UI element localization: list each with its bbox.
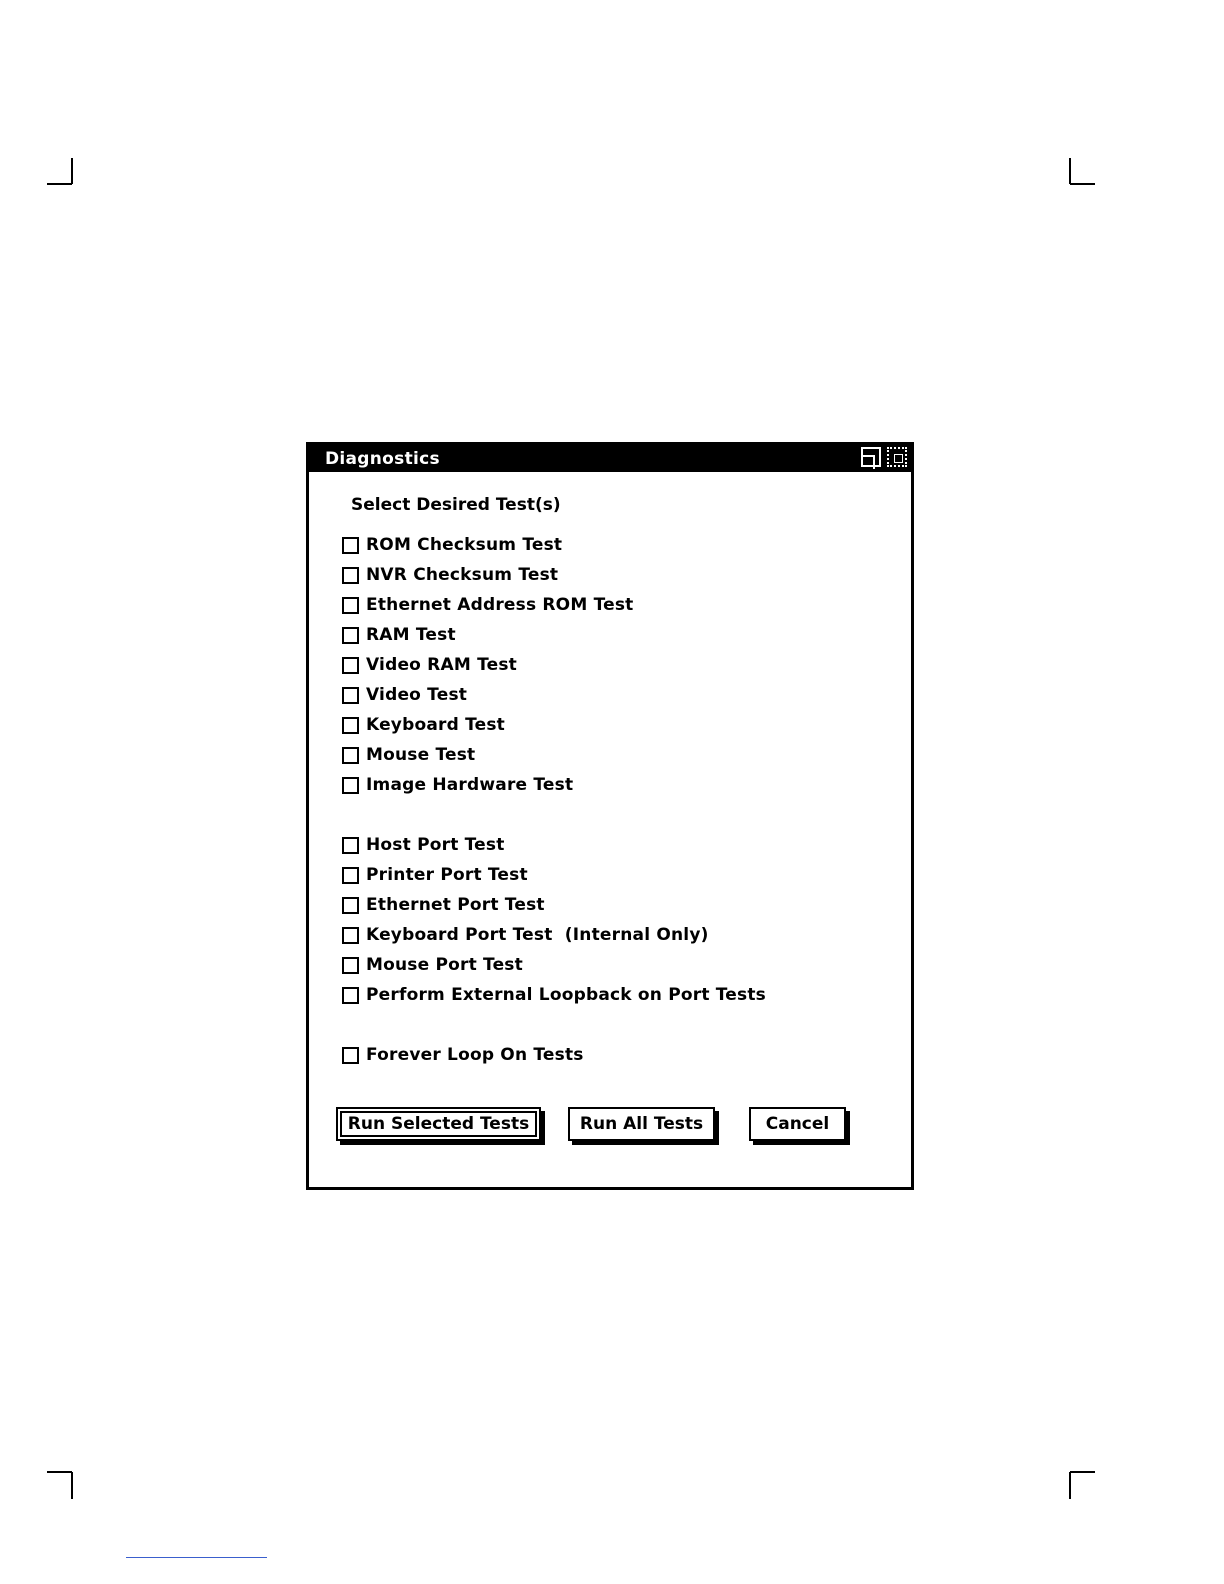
option-ethernet-address-rom-test[interactable] xyxy=(342,593,634,617)
checkbox[interactable] xyxy=(342,597,359,614)
option-label: Image Hardware Test xyxy=(366,775,574,795)
run-selected-tests-button[interactable]: Run Selected Tests xyxy=(336,1107,541,1141)
option-label: Host Port Test xyxy=(366,835,505,855)
option-label: NVR Checksum Test xyxy=(366,565,559,585)
option-label: Keyboard Port Test (Internal Only) xyxy=(366,925,709,945)
checkbox[interactable] xyxy=(342,987,359,1004)
checkbox[interactable] xyxy=(342,657,359,674)
option-forever-loop[interactable] xyxy=(342,1043,584,1067)
option-label: Mouse Port Test xyxy=(366,955,523,975)
option-ethernet-port-test[interactable] xyxy=(342,893,545,917)
checkbox[interactable] xyxy=(342,777,359,794)
checkbox[interactable] xyxy=(342,537,359,554)
checkbox[interactable] xyxy=(342,927,359,944)
option-video-test[interactable] xyxy=(342,683,467,707)
option-label: Mouse Test xyxy=(366,745,476,765)
crop-mark-top-right xyxy=(1070,183,1095,185)
option-label: Keyboard Test xyxy=(366,715,505,735)
checkbox[interactable] xyxy=(342,1047,359,1064)
run-all-tests-button[interactable]: Run All Tests xyxy=(568,1107,715,1141)
section-heading: Select Desired Test(s) xyxy=(351,495,561,515)
option-ram-test[interactable] xyxy=(342,623,456,647)
checkbox[interactable] xyxy=(342,717,359,734)
option-keyboard-port-test[interactable] xyxy=(342,923,709,947)
option-mouse-port-test[interactable] xyxy=(342,953,523,977)
checkbox[interactable] xyxy=(342,957,359,974)
checkbox[interactable] xyxy=(342,567,359,584)
checkbox[interactable] xyxy=(342,687,359,704)
checkbox[interactable] xyxy=(342,837,359,854)
close-icon[interactable] xyxy=(887,447,907,467)
window-title: Diagnostics xyxy=(325,449,440,469)
checkbox[interactable] xyxy=(342,747,359,764)
option-nvr-checksum-test[interactable] xyxy=(342,563,558,587)
option-label: ROM Checksum Test xyxy=(366,535,563,555)
option-image-hardware-test[interactable] xyxy=(342,773,573,797)
crop-mark-bottom-left xyxy=(71,1472,73,1499)
option-rom-checksum-test[interactable] xyxy=(342,533,562,557)
checkbox[interactable] xyxy=(342,867,359,884)
option-label: Ethernet Port Test xyxy=(366,895,545,915)
cancel-button[interactable]: Cancel xyxy=(749,1107,846,1141)
diagnostics-dialog xyxy=(306,442,914,1190)
option-printer-port-test[interactable] xyxy=(342,863,528,887)
option-label: Perform External Loopback on Port Tests xyxy=(366,985,767,1005)
footer-rule xyxy=(126,1557,267,1558)
option-label: Ethernet Address ROM Test xyxy=(366,595,634,615)
crop-mark-top-right xyxy=(1069,158,1071,184)
option-mouse-test[interactable] xyxy=(342,743,475,767)
option-label: Forever Loop On Tests xyxy=(366,1045,584,1065)
checkbox[interactable] xyxy=(342,897,359,914)
option-label: Printer Port Test xyxy=(366,865,528,885)
crop-mark-top-left xyxy=(71,158,73,184)
option-keyboard-test[interactable] xyxy=(342,713,505,737)
option-external-loopback[interactable] xyxy=(342,983,766,1007)
crop-mark-bottom-right xyxy=(1070,1471,1095,1473)
crop-mark-bottom-right xyxy=(1069,1472,1071,1499)
option-label: Video RAM Test xyxy=(366,655,517,675)
option-label: Video Test xyxy=(366,685,468,705)
crop-mark-top-left xyxy=(47,183,72,185)
title-bar[interactable] xyxy=(309,445,911,472)
option-label: RAM Test xyxy=(366,625,456,645)
checkbox[interactable] xyxy=(342,627,359,644)
option-host-port-test[interactable] xyxy=(342,833,505,857)
crop-mark-bottom-left xyxy=(47,1471,72,1473)
option-video-ram-test[interactable] xyxy=(342,653,517,677)
resize-icon[interactable] xyxy=(861,447,881,467)
